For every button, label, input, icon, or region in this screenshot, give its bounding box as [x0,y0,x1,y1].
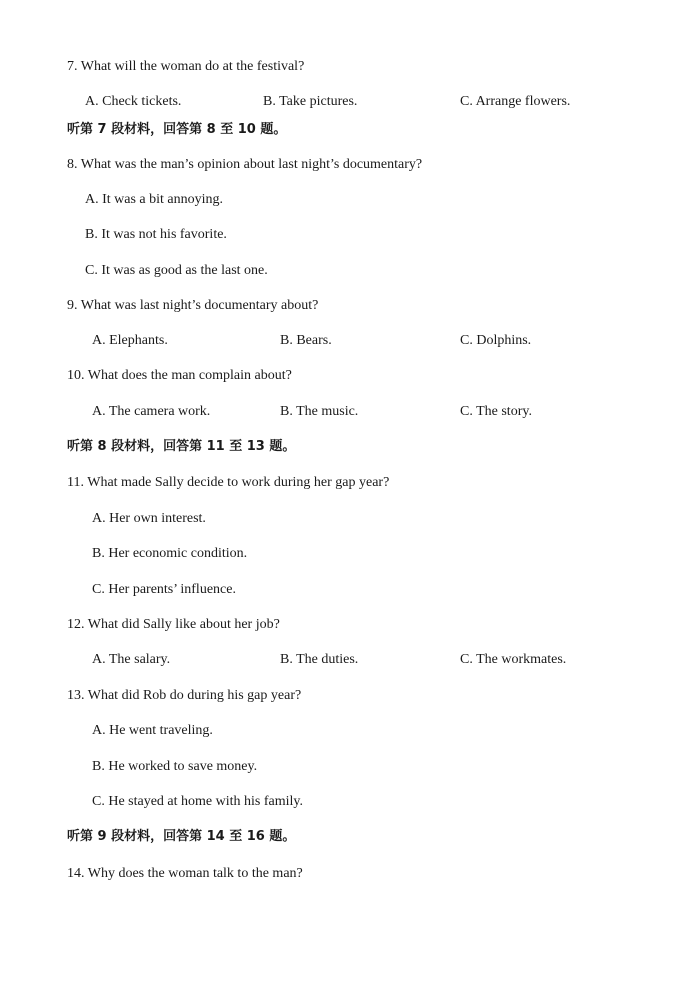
question-13-option-a: A. He went traveling. [92,723,213,738]
question-14-stem: 14. Why does the woman talk to the man? [67,866,303,881]
section-heading-9: 听第 9 段材料，回答第 14 至 16 题。 [67,829,296,844]
question-13-stem: 13. What did Rob do during his gap year? [67,688,302,703]
question-8-stem: 8. What was the man’s opinion about last night’s documentary? [67,157,423,172]
question-9-option-a: A. Elephants. [92,333,168,348]
question-13-option-b: B. He worked to save money. [92,759,258,774]
question-11-option-a: A. Her own interest. [92,511,206,526]
question-11-stem: 11. What made Sally decide to work during her gap year? [67,475,390,490]
question-9-option-b: B. Bears. [280,333,332,348]
question-7-option-a: A. Check tickets. [85,94,182,109]
question-8-option-b: B. It was not his favorite. [85,227,227,242]
question-8-option-a: A. It was a bit annoying. [85,192,224,207]
question-10-option-a: A. The camera work. [92,404,211,419]
question-10-option-c: C. The story. [460,404,532,419]
question-10-stem: 10. What does the man complain about? [67,368,292,383]
question-11-option-b: B. Her economic condition. [92,546,248,561]
section-heading-7: 听第 7 段材料，回答第 8 至 10 题。 [67,122,287,137]
question-13-option-c: C. He stayed at home with his family. [92,794,303,809]
question-10-option-b: B. The music. [280,404,359,419]
question-7-option-c: C. Arrange flowers. [460,94,571,109]
question-9-stem: 9. What was last night’s documentary about? [67,298,319,313]
section-heading-8: 听第 8 段材料，回答第 11 至 13 题。 [67,439,296,454]
question-12-stem: 12. What did Sally like about her job? [67,617,280,632]
question-9-option-c: C. Dolphins. [460,333,532,348]
question-8-option-c: C. It was as good as the last one. [85,263,268,278]
question-11-option-c: C. Her parents’ influence. [92,582,236,597]
question-12-option-a: A. The salary. [92,652,171,667]
question-12-option-b: B. The duties. [280,652,359,667]
question-7-option-b: B. Take pictures. [263,94,358,109]
question-12-option-c: C. The workmates. [460,652,567,667]
question-7-stem: 7. What will the woman do at the festival? [67,59,305,74]
